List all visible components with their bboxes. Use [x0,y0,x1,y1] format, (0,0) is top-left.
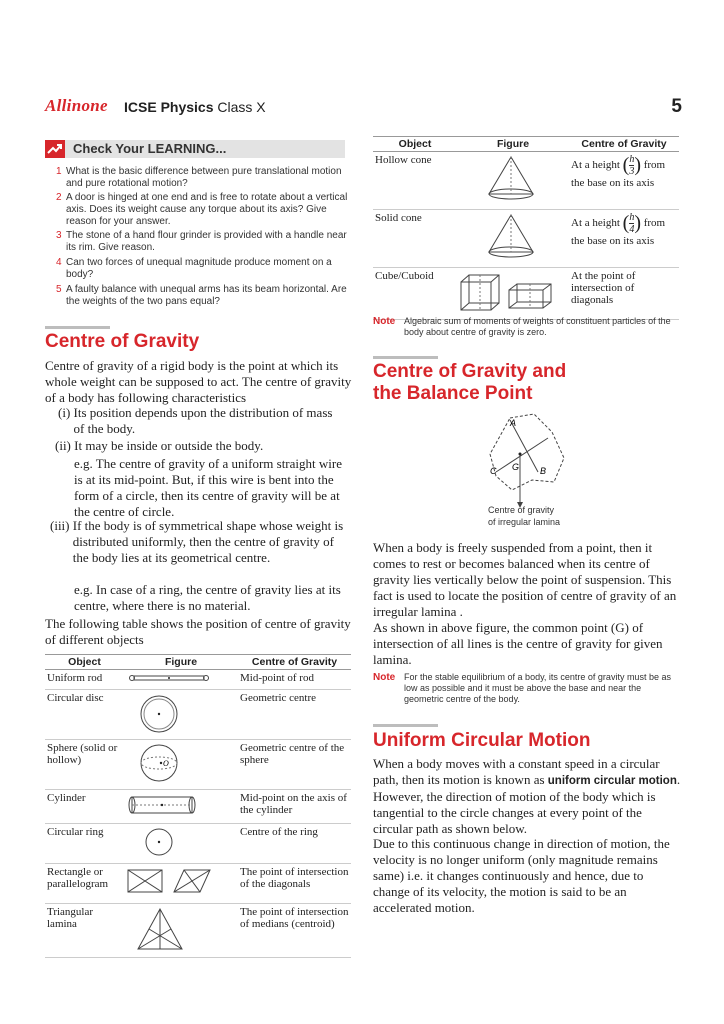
trend-arrow-icon [45,140,65,158]
label-c: C [490,466,497,476]
table-row [373,268,679,320]
centre-cell: Geometric centre [238,690,351,740]
cog-item-2: (ii) It may be inside or outside the body. [55,438,264,453]
object-cell: Circular disc [45,690,124,740]
cylinder-figure [124,790,238,824]
object-cell: Rectangle or parallelogram [45,864,124,904]
disc-figure [124,690,238,740]
note-label: Note [373,316,396,327]
table-row [373,152,679,210]
question-2: 2 A door is hinged at one end and is free to rotate about a vertical axis. Does its weight cause any torque about its axis? Give reason for your answer. [56,192,348,227]
col-centre: Centre of Gravity [238,655,351,670]
table-row [45,790,351,824]
note-text: Algebraic sum of moments of weights of constituent particles of the body about centre of gravity is zero. [404,316,671,337]
check-learning-title: Check Your LEARNING... [73,141,227,156]
table-intro: The following table shows the position of centre of gravity of different objects [45,616,351,647]
ring-figure [124,824,238,864]
triangle-figure [124,904,238,958]
object-cell: Circular ring [45,824,124,864]
table-row [45,864,351,904]
centre-cell: Geometric centre of the sphere [238,740,351,790]
object-cell: Sphere (solid or hollow) [45,740,124,790]
col-figure: Figure [124,655,238,670]
centre-cell: Mid-point on the axis of the cylinder [238,790,351,824]
cog-example-1: e.g. The centre of gravity of a uniform straight wire is at its mid-point. But, if this wire is bent into the form of a circle, then its centre of gravity will be at the centre of circle. [74,456,342,519]
table-row [45,670,351,690]
balance-title: Centre of Gravity and the Balance Point [373,361,567,404]
page-number: 5 [671,96,682,117]
table-row [45,740,351,790]
object-cell: Cylinder [45,790,124,824]
cog-example-2: e.g. In case of a ring, the centre of gravity lies at its centre, where there is no material. [74,582,341,613]
table-row [373,210,679,268]
cog-intro: Centre of gravity of a rigid body is the point at which its whole weight can be supposed to act. The centre of gravity of a body has following characteristics [45,358,352,405]
centre-cell: The point of intersection of the diagonals [238,864,351,904]
hollow-cone-figure [457,152,569,210]
question-1: 1 What is the basic difference between pure translational motion and pure rotational motion? [56,166,342,189]
balance-para-1: When a body is freely suspended from a point, then it comes to rest or becomes balanced when its centre of gravity lies vertically below the point of suspension. This fact is used to locate the position of centre of gravity of an irregular lamina . [373,540,677,619]
book-title: ICSE Physics Class X [124,99,266,115]
note-label: Note [373,672,396,683]
rectangle-figure [124,864,238,904]
object-cell: Solid cone [373,210,457,268]
cog-item-1: (i) Its position depends upon the distribution of mass of the body. [58,405,333,436]
question-5: 5 A faulty balance with unequal arms has its beam horizontal. Are the weights of the two pans equal? [56,284,347,307]
object-cell: Cube/Cuboid [373,268,457,320]
cube-figure [457,268,569,320]
section-bar [373,356,438,359]
centre-cell: Mid-point of rod [238,670,351,690]
col-figure: Figure [457,137,569,152]
table-row [45,904,351,958]
sphere-figure [124,740,238,790]
centre-cell: At the point of intersection of diagonals [569,268,679,320]
rod-figure [124,670,238,690]
label-a: A [510,418,517,428]
object-cell: Triangular lamina [45,904,124,958]
cog-item-3: (iii) If the body is of symmetrical shape whose weight is distributed uniformly, then the centre of gravity of the body lies at its geometrical centre. [50,518,344,565]
table-row [45,824,351,864]
col-object: Object [373,137,457,152]
label-b: B [540,466,547,476]
solid-cone-figure [457,210,569,268]
balance-para-2: As shown in above figure, the common point (G) of intersection of all lines is the centre of gravity for given lamina. [373,620,663,667]
question-4: 4 Can two forces of unequal magnitude produce moment on a body? [56,257,332,280]
ucm-title: Uniform Circular Motion [373,730,591,751]
object-cell: Uniform rod [45,670,124,690]
figure-caption: Centre of gravity of irregular lamina [488,505,561,527]
ucm-para-1: When a body moves with a constant speed in a circular path, then its motion is known as uniform circular motion. However, the direction of motion of the body which is tangential to the circle changes at every point of the circular path as shown below. [373,756,681,836]
object-cell: Hollow cone [373,152,457,210]
ucm-para-2: Due to this continuous change in direction of motion, the velocity is no longer uniform (only magnitude remains same) i.e. it changes continuously and hence, due to change of its velocity, the motion is said to be an accelerated motion. [373,836,670,915]
note-text: For the stable equilibrium of a body, its centre of gravity must be as low as possible and it must be above the base and near the geometric centre of the body. [404,672,671,704]
col-object: Object [45,655,124,670]
centre-cell: Centre of the ring [238,824,351,864]
col-centre: Centre of Gravity [569,137,679,152]
section-bar [373,724,438,727]
section-bar [45,326,110,329]
label-g: G [512,462,520,472]
centre-cell: At a height ( $\frac{h}{4}$ ) from the base on its axis [569,210,679,268]
centre-cell: At a height ( $\frac{h}{3}$ ) from the base on its axis [569,152,679,210]
brand-logo: Allinone [45,96,108,115]
check-learning-banner [45,140,345,158]
centre-cell: The point of intersection of medians (centroid) [238,904,351,958]
table-row [45,690,351,740]
cog-table-right [373,136,679,320]
svg-text:O: O [163,759,169,768]
cog-title: Centre of Gravity [45,331,200,352]
question-3: 3 The stone of a hand flour grinder is provided with a handle near its rim. Give reason. [56,230,347,253]
irregular-lamina-figure [482,410,572,515]
cog-table-left [45,654,351,958]
